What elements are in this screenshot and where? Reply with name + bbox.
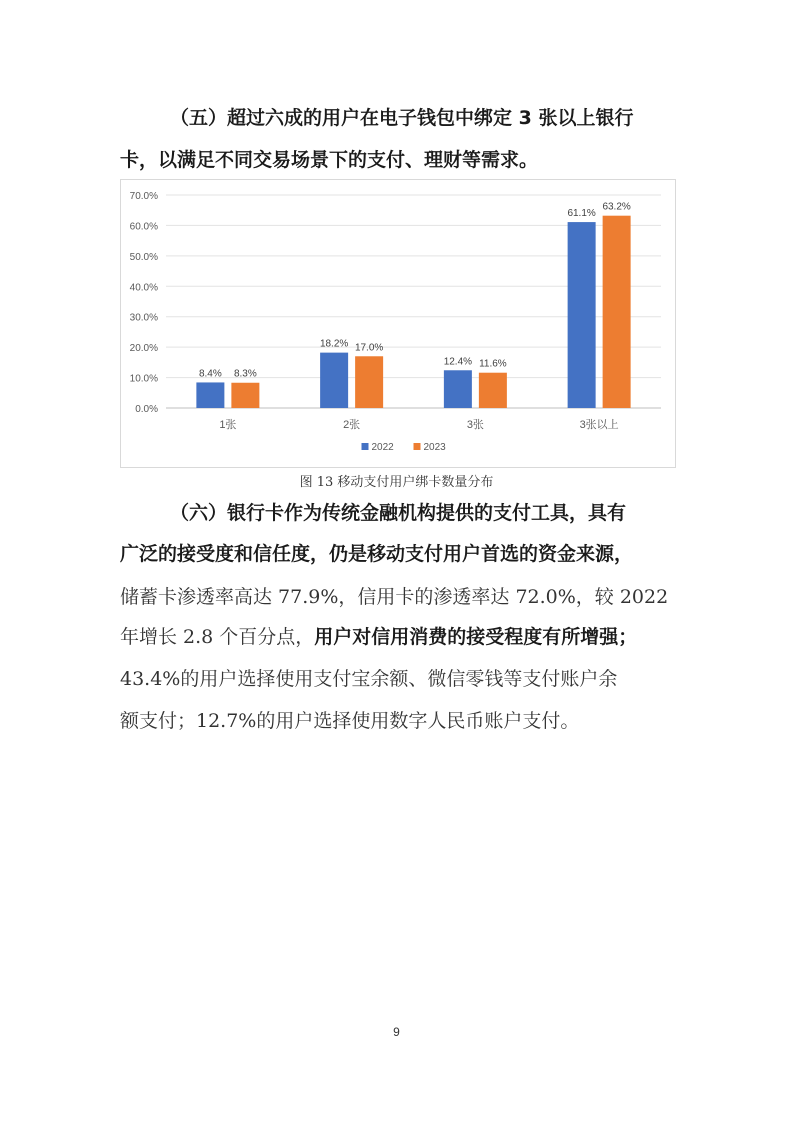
y-tick-label: 20.0% <box>129 343 158 355</box>
y-tick-label: 0.0% <box>135 404 158 415</box>
data-label: 17.0% <box>354 342 384 354</box>
data-label: 18.2% <box>319 338 349 350</box>
y-tick-label: 40.0% <box>129 282 158 294</box>
bar-2023-3 <box>479 373 507 408</box>
data-label: 61.1% <box>567 208 596 220</box>
data-label: 63.2% <box>602 201 631 213</box>
x-tick-label: 3张以上 <box>579 419 619 431</box>
x-tick-label: 3张 <box>466 419 484 431</box>
section-6-line-1: （六）银行卡作为传统金融机构提供的支付工具，具有 <box>170 502 627 524</box>
bar-chart-svg <box>121 180 675 467</box>
bar-2022-1 <box>196 382 224 408</box>
bar-chart <box>120 179 676 468</box>
bar-2023-2 <box>355 356 383 408</box>
bar-2022-2 <box>320 353 348 408</box>
legend-label: 2022 <box>371 442 394 453</box>
data-label: 11.6% <box>479 358 507 370</box>
section-6-line-4 <box>120 622 637 649</box>
page-number: 9 <box>393 1025 400 1039</box>
data-label: 8.3% <box>233 368 257 380</box>
section-6-line-3: 储蓄卡渗透率高达 77.9%，信用卡的渗透率达 72.0%，较 2022 <box>120 586 669 608</box>
section-6-line-5: 43.4%的用户选择使用支付宝余额、微信零钱等支付账户余 <box>120 668 618 690</box>
section-6-line-2: 广泛的接受度和信任度，仍是移动支付用户首选的资金来源， <box>120 543 634 565</box>
bar-2022-4 <box>568 222 596 408</box>
data-label: 12.4% <box>443 356 473 368</box>
x-tick-label: 1张 <box>219 419 237 431</box>
data-label: 8.4% <box>198 368 222 380</box>
y-tick-label: 10.0% <box>129 373 158 385</box>
legend-label: 2023 <box>423 442 446 453</box>
section-6-line-6: 额支付；12.7%的用户选择使用数字人民币账户支付。 <box>120 710 580 732</box>
section-5-line-2: 卡，以满足不同交易场景下的支付、理财等需求。 <box>120 149 539 171</box>
y-tick-label: 60.0% <box>129 221 158 233</box>
x-tick-label: 2张 <box>343 419 361 431</box>
legend-swatch-2022 <box>362 443 369 450</box>
bar-2022-3 <box>444 370 472 408</box>
y-tick-label: 30.0% <box>129 312 158 324</box>
y-tick-label: 70.0% <box>129 191 158 202</box>
figure-caption: 图 13 移动支付用户绑卡数量分布 <box>299 475 494 490</box>
section-6-line-4-normal: 年增长 2.8 个百分点， <box>120 626 315 648</box>
section-6-line-4-bold: 用户对信用消费的接受程度有所增强； <box>314 626 638 648</box>
bar-2023-1 <box>231 383 259 408</box>
bar-2023-4 <box>603 216 631 408</box>
y-tick-label: 50.0% <box>129 251 158 263</box>
legend-swatch-2023 <box>414 443 421 450</box>
section-5-line-1: （五）超过六成的用户在电子钱包中绑定 3 张以上银行 <box>170 107 634 129</box>
